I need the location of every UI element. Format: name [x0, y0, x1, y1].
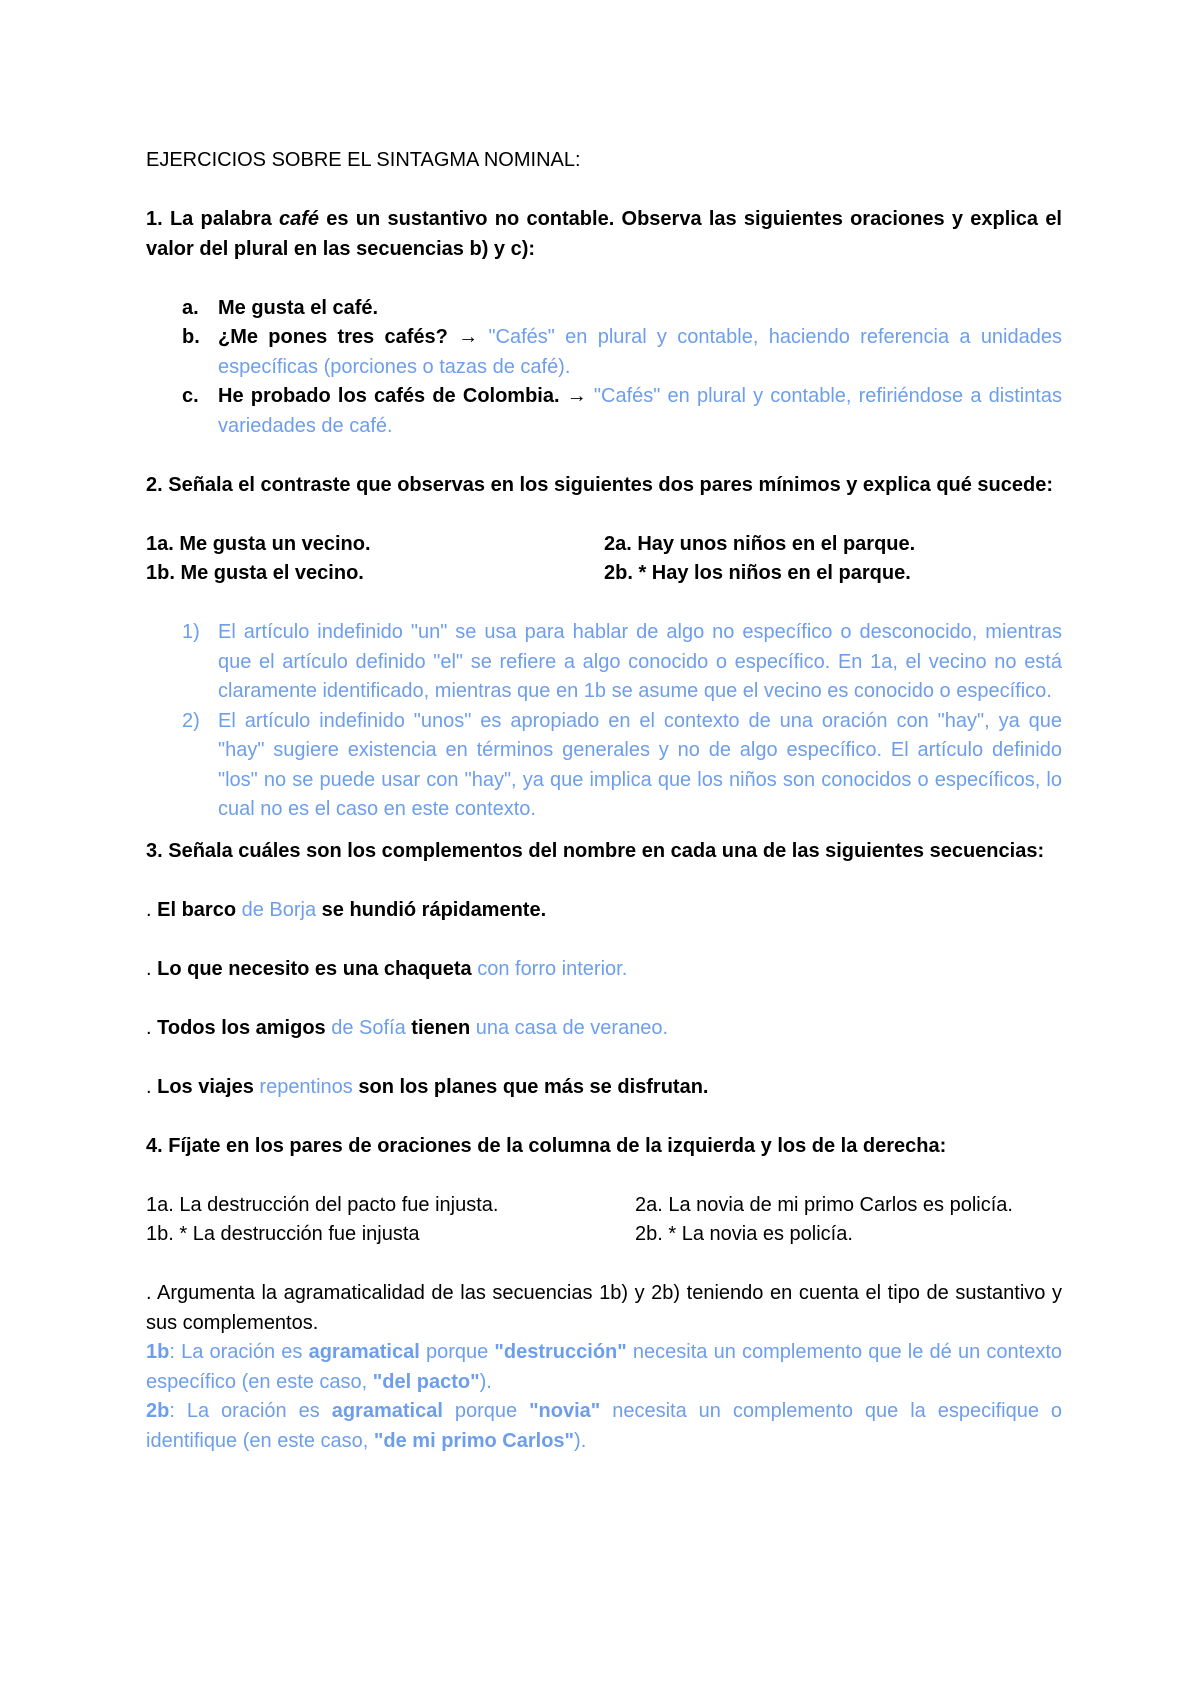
pair-right: 2a. La novia de mi primo Carlos es policía. [635, 1193, 1013, 1216]
list-item [146, 618, 1062, 707]
item-sentence: ¿Me pones tres cafés? [218, 326, 448, 348]
exercise-4-pairs [146, 1191, 1062, 1250]
answer-text: El artículo indefinido "un" se usa para hablar de algo no específico o desconocido, mientras que el artículo definido "el" se refiere a algo conocido o específico. En 1a, el vecino no está claramente identificado, mientras que en 1b se asume que el vecino es conocido o específico. [218, 621, 1062, 702]
list-item [146, 707, 1062, 825]
item-sentence: He probado los cafés de Colombia. [218, 385, 560, 407]
pair-right: 2b. * Hay los niños en el parque. [604, 562, 911, 584]
noun-complement: repentinos [259, 1075, 353, 1098]
answer-marker: 1) [182, 621, 200, 643]
noun-complement: de Borja [241, 898, 317, 921]
pair-left: 1a. La destrucción del pacto fue injusta. [146, 1193, 499, 1216]
pair-left: 1a. Me gusta un vecino. [146, 532, 371, 555]
exercise-4-question: 4. Fíjate en los pares de oraciones de la columna de la izquierda y los de la derecha: [146, 1134, 947, 1157]
arrow-icon: → [559, 385, 594, 407]
exercise-4-answer-1b: 1b: La oración es agramatical porque "destrucción" necesita un complemento que le dé un contexto específico (en este caso, "del pacto"). [146, 1341, 1062, 1393]
list-item [146, 294, 1062, 324]
item-answer: "Cafés" en plural y contable, haciendo referencia a unidades específicas (porciones o tazas de café). [218, 326, 1062, 378]
arrow-icon: → [447, 326, 489, 348]
exercise-2-answers [146, 618, 1062, 825]
item-answer: "Cafés" en plural y contable, refiriéndose a distintas variedades de café. [218, 385, 1062, 437]
item-marker: c. [182, 385, 199, 407]
exercise-2-pairs [146, 530, 1062, 589]
noun-complement: con forro interior. [477, 957, 628, 980]
keyword-cafe: café [278, 208, 319, 230]
answer-marker: 2) [182, 709, 200, 732]
noun-complement: de Sofía [331, 1016, 406, 1039]
exercise-3-question: 3. Señala cuáles son los complementos del nombre en cada una de las siguientes secuencias: [146, 839, 1045, 862]
item-marker: b. [182, 326, 200, 348]
list-item [146, 382, 1062, 441]
pair-right: 2b. * La novia es policía. [635, 1223, 853, 1245]
sequence-2: . Lo que necesito es una chaqueta con forro interior. [146, 957, 628, 980]
pair-right: 2a. Hay unos niños en el parque. [604, 532, 916, 555]
exercise-2-question: 2. Señala el contraste que observas en los siguientes dos pares mínimos y explica qué sucede: [146, 473, 1054, 496]
sequence-1: . El barco de Borja se hundió rápidamente. [146, 898, 547, 921]
exercise-4-instruction: . Argumenta la agramaticalidad de las secuencias 1b) y 2b) teniendo en cuenta el tipo de sustantivo y sus complementos. [146, 1282, 1062, 1334]
exercise-4-answer-2b: 2b: La oración es agramatical porque "novia" necesita un complemento que la especifique o identifique (en este caso, "de mi primo Carlos"). [146, 1400, 1063, 1452]
exercise-1-items [146, 294, 1062, 442]
sequence-4: . Los viajes repentinos son los planes que más se disfrutan. [146, 1075, 709, 1098]
noun-complement: una casa de veraneo. [475, 1016, 669, 1039]
sequence-3: . Todos los amigos de Sofía tienen una casa de veraneo. [146, 1016, 669, 1039]
pair-left: 1b. Me gusta el vecino. [146, 562, 364, 584]
list-item [146, 323, 1062, 382]
answer-text: El artículo indefinido "unos" es apropiado en el contexto de una oración con "hay", ya que "hay" sugiere existencia en términos generales y no de algo específico. El artículo definido "los" no se puede usar con "hay", ya que implica que los niños son conocidos o específicos, lo cual no es el caso en este contexto. [218, 709, 1062, 820]
item-sentence: Me gusta el café. [218, 296, 379, 319]
document-page [146, 146, 1062, 1456]
pair-left: 1b. * La destrucción fue injusta [146, 1223, 420, 1245]
document-title: EJERCICIOS SOBRE EL SINTAGMA NOMINAL: [146, 149, 581, 171]
item-marker: a. [182, 296, 199, 319]
exercise-1-question: 1. La palabra café es un sustantivo no contable. Observa las siguientes oraciones y explica el valor del plural en las secuencias b) y c): [146, 208, 1062, 260]
